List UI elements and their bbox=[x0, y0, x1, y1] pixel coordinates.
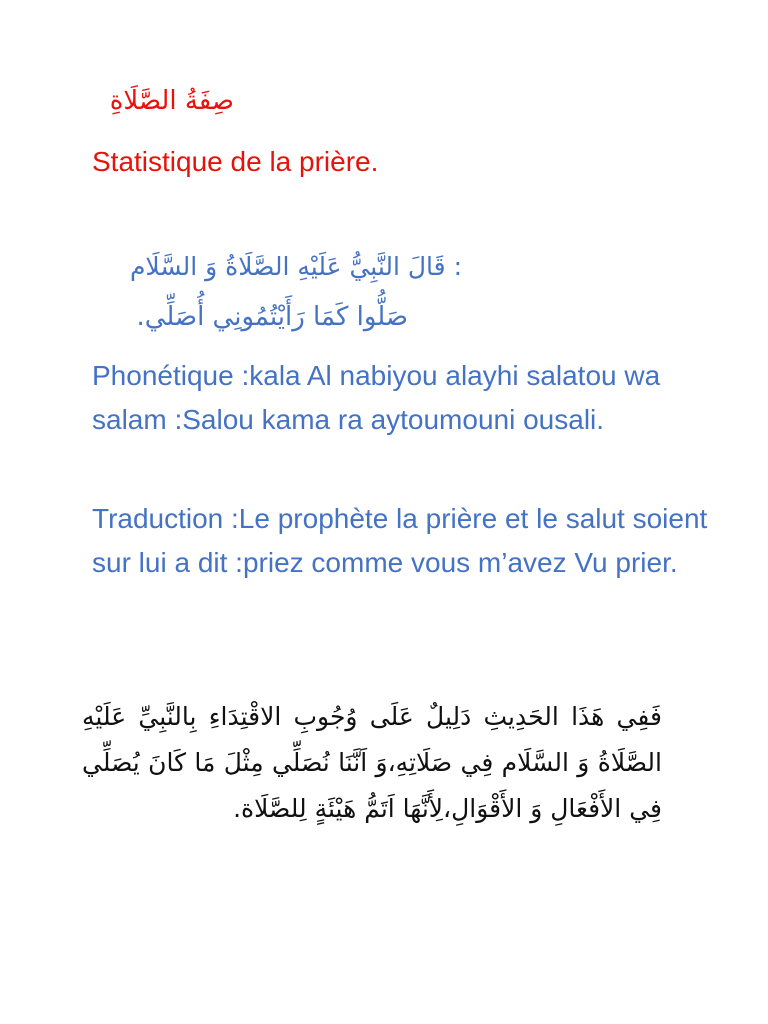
phonetic-paragraph: Phonétique :kala Al nabiyou alayhi salatou wa salam :Salou kama ra aytoumouni ousali. bbox=[92, 360, 661, 435]
hadith-intro-arabic: : قَالَ النَّبِيُّ عَلَيْهِ الصَّلَاةُ وَ السَّلَام bbox=[129, 252, 462, 281]
hadith-text-arabic: صَلُّوا كَمَا رَأَيْتُمُونِي أُصَلِّي. bbox=[136, 302, 408, 332]
title-french: Statistique de la prière. bbox=[92, 146, 379, 177]
translation-paragraph: Traduction :Le prophète la prière et le salut soient sur lui a dit :priez comme vous m’avez Vu prier. bbox=[92, 503, 708, 578]
commentary-arabic: فَفِي هَذَا الحَدِيثِ دَلِيلٌ عَلَى وُجُوبِ الاقْتِدَاءِ بِالنَّبِيِّ عَلَيْهِ الصَّلَاةُ وَ السَّلَام فِي صَلَاتِهِ،وَ اَنَّنَا نُصَلِّي مِثْلَ مَا كَانَ يُصَلِّي فِي الأَفْعَالِ وَ الأَقْوَالِ،لِأَنَّهَا اَتَمُّ هَيْئَةٍ لِلصَّلَاة. bbox=[82, 702, 662, 823]
title-arabic: صِفَةُ الصَّلَاةِ bbox=[109, 86, 234, 116]
